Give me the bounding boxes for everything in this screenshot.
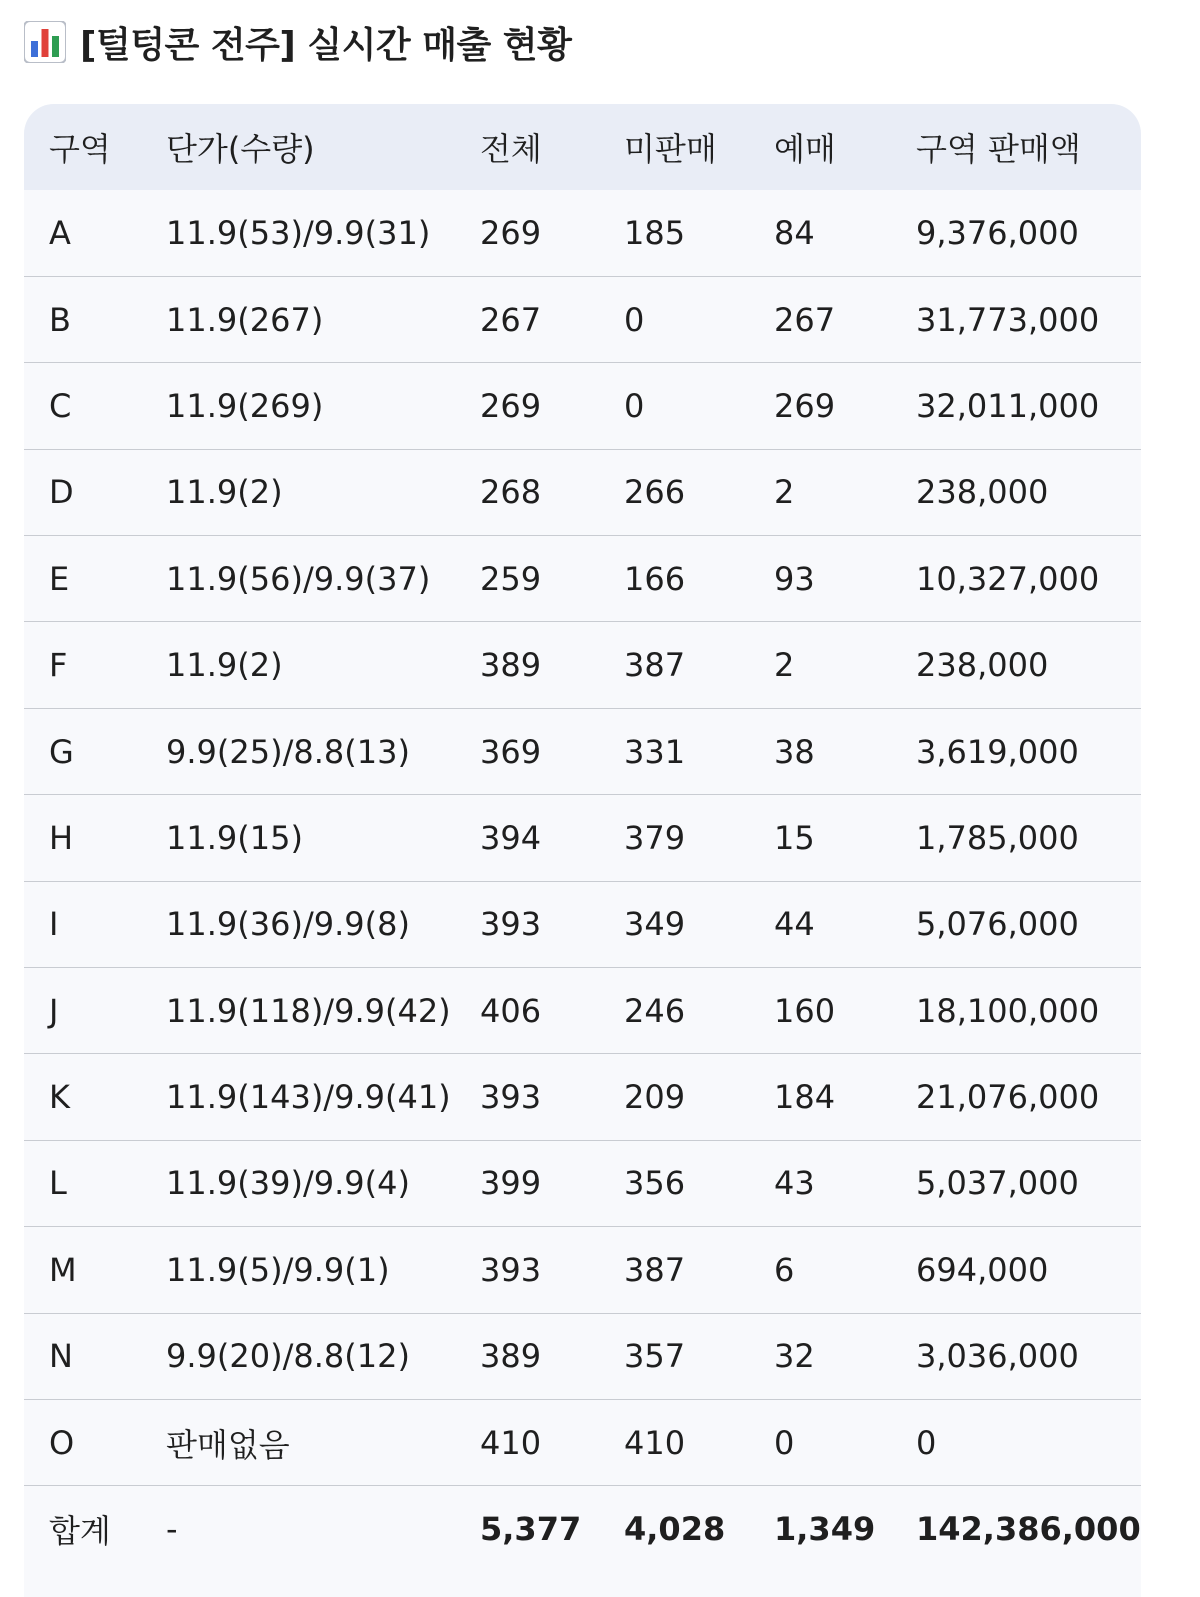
unit-price-cell: 11.9(143)/9.9(41): [141, 1054, 455, 1140]
reserved-cell: 84: [774, 213, 815, 252]
zone-revenue-cell: 694,000: [891, 1227, 1141, 1313]
total-total-seats-cell: 5,377: [455, 1486, 599, 1572]
unsold-cell: 349: [599, 881, 749, 967]
unit-price-cell: 11.9(53)/9.9(31): [166, 213, 431, 252]
total-seats-cell: 393: [455, 1054, 599, 1140]
reserved-cell: 43: [749, 1140, 891, 1226]
unsold-cell: 266: [599, 449, 749, 535]
zone-cell: B: [24, 276, 141, 362]
unsold-cell: 387: [599, 1227, 749, 1313]
table-row: [24, 622, 1141, 708]
zone-cell: D: [24, 449, 141, 535]
column-header-unit-price: 단가(수량): [166, 130, 315, 168]
unsold-cell: 185: [624, 213, 686, 252]
table-row: [24, 190, 1141, 276]
reserved-cell: 0: [749, 1399, 891, 1485]
reserved-cell: 2: [749, 622, 891, 708]
zone-cell: J: [24, 968, 141, 1054]
table-row: [24, 1227, 1141, 1313]
unsold-cell: 356: [599, 1140, 749, 1226]
table-row: [24, 968, 1141, 1054]
reserved-cell: 32: [749, 1313, 891, 1399]
zone-cell: F: [24, 622, 141, 708]
title-bar: [24, 14, 571, 70]
zone-cell: O: [24, 1399, 141, 1485]
reserved-cell: 160: [749, 968, 891, 1054]
unit-price-cell: 11.9(269): [141, 363, 455, 449]
total-unsold-cell: 4,028: [599, 1486, 749, 1572]
total-reserved-cell: 1,349: [749, 1486, 891, 1572]
unit-price-cell: 11.9(39)/9.9(4): [141, 1140, 455, 1226]
table-row: [24, 1313, 1141, 1399]
column-header-zone-revenue: 구역 판매액: [916, 130, 1081, 168]
unsold-cell: 379: [599, 795, 749, 881]
unit-price-cell: 11.9(118)/9.9(42): [141, 968, 455, 1054]
table-row: [24, 881, 1141, 967]
page-title: [털텅콘 전주] 실시간 매출 현황: [80, 24, 572, 66]
table-row: [24, 1399, 1141, 1485]
total-seats-cell: 399: [455, 1140, 599, 1226]
total-zone-revenue-cell: 142,386,000: [891, 1486, 1141, 1572]
sales-table: [24, 104, 1141, 1572]
zone-revenue-cell: 1,785,000: [891, 795, 1141, 881]
column-header-total-seats: 전체: [480, 130, 542, 168]
total-seats-cell: 389: [455, 622, 599, 708]
unit-price-cell: 판매없음: [141, 1399, 455, 1485]
zone-cell: G: [24, 708, 141, 794]
total-seats-cell: 406: [455, 968, 599, 1054]
zone-revenue-cell: 3,036,000: [891, 1313, 1141, 1399]
reserved-cell: 184: [749, 1054, 891, 1140]
total-seats-cell: 268: [455, 449, 599, 535]
total-seats-cell: 393: [455, 1227, 599, 1313]
unsold-cell: 166: [599, 536, 749, 622]
table-row: [24, 708, 1141, 794]
zone-cell: L: [24, 1140, 141, 1226]
total-seats-cell: 389: [455, 1313, 599, 1399]
bar-chart-icon: [24, 21, 66, 63]
total-seats-cell: 259: [455, 536, 599, 622]
unsold-cell: 246: [599, 968, 749, 1054]
total-zone-cell: 합계: [24, 1486, 141, 1572]
zone-cell: A: [49, 213, 71, 252]
zone-revenue-cell: 5,076,000: [891, 881, 1141, 967]
unsold-cell: 387: [599, 622, 749, 708]
table-row: [24, 449, 1141, 535]
unit-price-cell: 9.9(20)/8.8(12): [141, 1313, 455, 1399]
reserved-cell: 44: [749, 881, 891, 967]
zone-revenue-cell: 31,773,000: [891, 276, 1141, 362]
zone-cell: K: [24, 1054, 141, 1140]
reserved-cell: 2: [749, 449, 891, 535]
unit-price-cell: 11.9(36)/9.9(8): [141, 881, 455, 967]
unsold-cell: 209: [599, 1054, 749, 1140]
reserved-cell: 15: [749, 795, 891, 881]
unsold-cell: 0: [599, 276, 749, 362]
total-seats-cell: 269: [455, 363, 599, 449]
table-row: [24, 795, 1141, 881]
zone-revenue-cell: 5,037,000: [891, 1140, 1141, 1226]
zone-cell: H: [24, 795, 141, 881]
zone-revenue-cell: 9,376,000: [916, 213, 1079, 252]
zone-revenue-cell: 238,000: [891, 622, 1141, 708]
zone-revenue-cell: 0: [891, 1399, 1141, 1485]
column-header-zone: 구역: [49, 130, 111, 168]
unit-price-cell: 11.9(2): [141, 449, 455, 535]
reserved-cell: 269: [749, 363, 891, 449]
zone-cell: I: [24, 881, 141, 967]
table-body: [24, 190, 1141, 1572]
unsold-cell: 331: [599, 708, 749, 794]
unsold-cell: 357: [599, 1313, 749, 1399]
zone-cell: C: [24, 363, 141, 449]
zone-cell: N: [24, 1313, 141, 1399]
table-row: [24, 276, 1141, 362]
table-header-row: [24, 104, 1141, 190]
table-row: [24, 1054, 1141, 1140]
table-row: [24, 536, 1141, 622]
unit-price-cell: 11.9(5)/9.9(1): [141, 1227, 455, 1313]
table-row: [24, 363, 1141, 449]
reserved-cell: 267: [749, 276, 891, 362]
zone-cell: E: [24, 536, 141, 622]
unit-price-cell: 11.9(267): [141, 276, 455, 362]
reserved-cell: 6: [749, 1227, 891, 1313]
zone-revenue-cell: 238,000: [891, 449, 1141, 535]
unit-price-cell: 11.9(15): [141, 795, 455, 881]
zone-revenue-cell: 18,100,000: [891, 968, 1141, 1054]
column-header-unsold: 미판매: [624, 130, 717, 168]
zone-revenue-cell: 21,076,000: [891, 1054, 1141, 1140]
unsold-cell: 410: [599, 1399, 749, 1485]
unsold-cell: 0: [599, 363, 749, 449]
reserved-cell: 38: [749, 708, 891, 794]
total-seats-cell: 369: [455, 708, 599, 794]
sales-table-card: [24, 104, 1141, 1597]
total-seats-cell: 267: [455, 276, 599, 362]
unit-price-cell: 11.9(56)/9.9(37): [141, 536, 455, 622]
unit-price-cell: 11.9(2): [141, 622, 455, 708]
zone-revenue-cell: 32,011,000: [891, 363, 1141, 449]
total-unit-price-cell: -: [141, 1486, 455, 1572]
unit-price-cell: 9.9(25)/8.8(13): [141, 708, 455, 794]
total-seats-cell: 394: [455, 795, 599, 881]
column-header-reserved: 예매: [774, 130, 836, 168]
total-seats-cell: 393: [455, 881, 599, 967]
table-row: [24, 1140, 1141, 1226]
total-seats-cell: 410: [455, 1399, 599, 1485]
zone-revenue-cell: 3,619,000: [891, 708, 1141, 794]
reserved-cell: 93: [749, 536, 891, 622]
zone-cell: M: [24, 1227, 141, 1313]
zone-revenue-cell: 10,327,000: [891, 536, 1141, 622]
total-seats-cell: 269: [480, 213, 542, 252]
total-row: [24, 1486, 1141, 1572]
